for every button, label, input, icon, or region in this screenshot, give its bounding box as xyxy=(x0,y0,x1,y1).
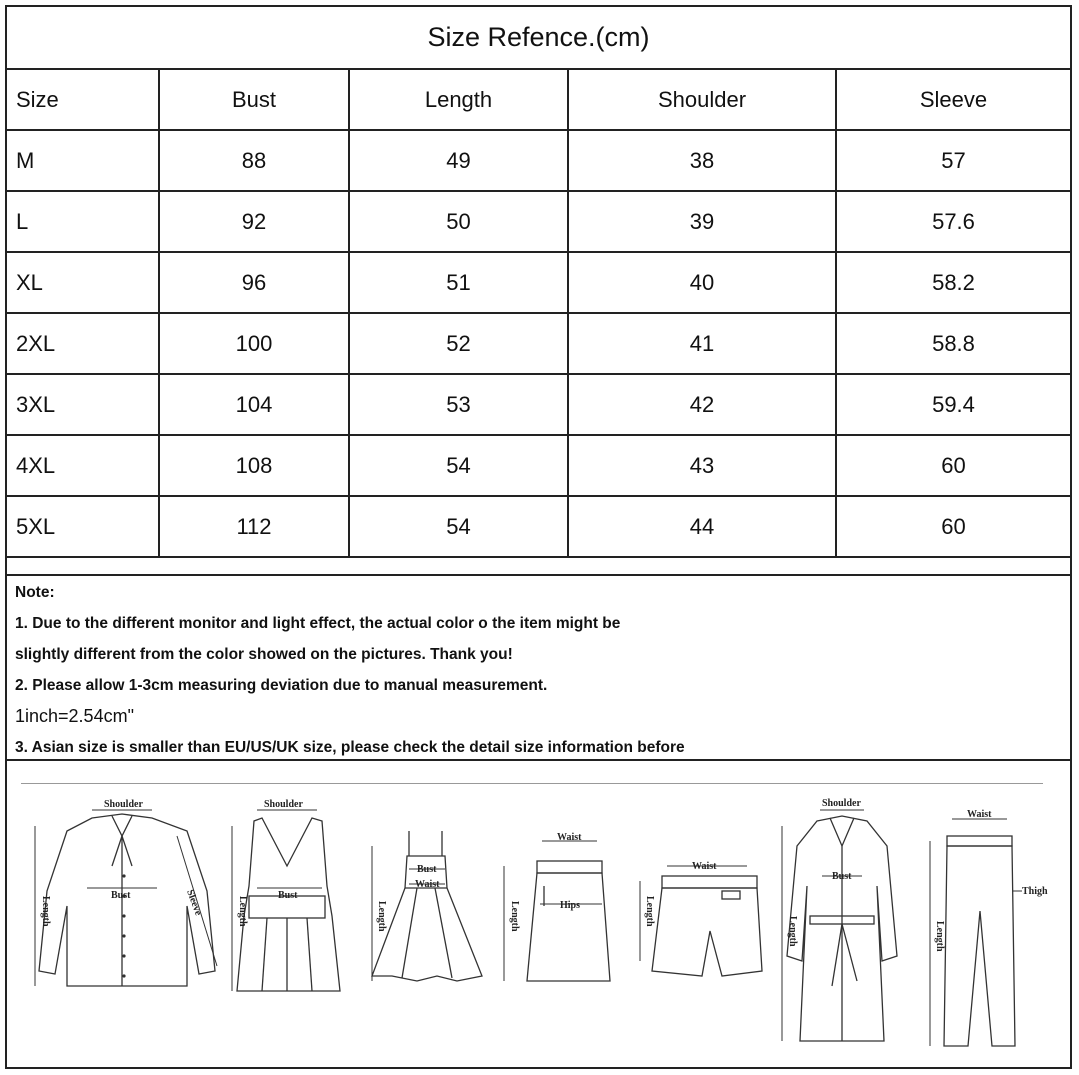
cell-sleeve: 59.4 xyxy=(836,374,1070,435)
note-line-1: 1. Due to the different monitor and light effect, the actual color o the item might be xyxy=(15,615,621,632)
cell-length: 54 xyxy=(349,435,568,496)
notes-section xyxy=(7,574,1070,761)
cell-size: 2XL xyxy=(7,313,159,374)
cell-size: M xyxy=(7,130,159,191)
cell-size: L xyxy=(7,191,159,252)
dress-illustration xyxy=(357,826,487,1011)
cell-bust: 112 xyxy=(159,496,349,557)
shoulder-label: Shoulder xyxy=(264,799,303,810)
coat-illustration xyxy=(772,796,912,1056)
table-row xyxy=(7,374,1070,435)
table-row xyxy=(7,435,1070,496)
size-chart-frame xyxy=(5,5,1072,1069)
cell-shoulder: 42 xyxy=(568,374,836,435)
bust-label: Bust xyxy=(417,864,437,875)
cell-length: 49 xyxy=(349,130,568,191)
waist-label: Waist xyxy=(692,861,717,872)
cell-bust: 96 xyxy=(159,252,349,313)
cell-bust: 88 xyxy=(159,130,349,191)
length-label: Length xyxy=(376,901,387,932)
note-line-5: 3. Asian size is smaller than EU/US/UK size, please check the detail size information before xyxy=(15,739,685,756)
measurement-diagram xyxy=(7,761,1070,1067)
skirt-illustration xyxy=(492,826,612,996)
shoulder-label: Shoulder xyxy=(104,799,143,810)
diagram-divider xyxy=(21,783,1043,784)
size-table xyxy=(7,70,1070,558)
note-line-4: 1inch=2.54cm" xyxy=(15,706,134,726)
thigh-label: Thigh xyxy=(1022,886,1048,897)
cell-shoulder: 40 xyxy=(568,252,836,313)
cell-length: 54 xyxy=(349,496,568,557)
header-bust: Bust xyxy=(159,70,349,130)
length-label: Length xyxy=(644,896,655,927)
length-label: Length xyxy=(787,916,798,947)
blouse-illustration xyxy=(27,796,227,1011)
table-row xyxy=(7,252,1070,313)
cell-size: XL xyxy=(7,252,159,313)
bust-label: Bust xyxy=(278,890,298,901)
cell-shoulder: 38 xyxy=(568,130,836,191)
pants-illustration xyxy=(912,801,1052,1051)
table-row xyxy=(7,313,1070,374)
bust-label: Bust xyxy=(111,890,131,901)
header-size: Size xyxy=(7,70,159,130)
cell-shoulder: 39 xyxy=(568,191,836,252)
cell-shoulder: 44 xyxy=(568,496,836,557)
note-line-3: 2. Please allow 1-3cm measuring deviation due to manual measurement. xyxy=(15,677,548,694)
cell-length: 51 xyxy=(349,252,568,313)
cell-bust: 104 xyxy=(159,374,349,435)
shorts-illustration xyxy=(622,851,767,981)
cell-length: 53 xyxy=(349,374,568,435)
cell-shoulder: 41 xyxy=(568,313,836,374)
header-shoulder: Shoulder xyxy=(568,70,836,130)
cell-sleeve: 60 xyxy=(836,435,1070,496)
cell-length: 52 xyxy=(349,313,568,374)
cell-sleeve: 58.8 xyxy=(836,313,1070,374)
cell-size: 5XL xyxy=(7,496,159,557)
waist-label: Waist xyxy=(415,879,440,890)
cell-shoulder: 43 xyxy=(568,435,836,496)
header-length: Length xyxy=(349,70,568,130)
table-row xyxy=(7,130,1070,191)
cell-bust: 100 xyxy=(159,313,349,374)
chart-title: Size Refence.(cm) xyxy=(7,7,1070,70)
bust-label: Bust xyxy=(832,871,852,882)
cell-sleeve: 60 xyxy=(836,496,1070,557)
cell-bust: 108 xyxy=(159,435,349,496)
cell-bust: 92 xyxy=(159,191,349,252)
hips-label: Hips xyxy=(560,900,581,911)
table-header-row xyxy=(7,70,1070,130)
waist-label: Waist xyxy=(557,832,582,843)
table-row xyxy=(7,496,1070,557)
cell-sleeve: 57 xyxy=(836,130,1070,191)
table-row xyxy=(7,191,1070,252)
length-label: Length xyxy=(934,921,945,952)
waist-label: Waist xyxy=(967,809,992,820)
shoulder-label: Shoulder xyxy=(822,798,861,809)
cell-size: 3XL xyxy=(7,374,159,435)
notes-heading: Note: xyxy=(15,584,55,601)
header-sleeve: Sleeve xyxy=(836,70,1070,130)
length-label: Length xyxy=(40,896,51,927)
tank-top-illustration xyxy=(222,796,352,1011)
cell-sleeve: 58.2 xyxy=(836,252,1070,313)
length-label: Length xyxy=(237,896,248,927)
cell-length: 50 xyxy=(349,191,568,252)
sleeve-label: Sleeve xyxy=(184,888,204,918)
cell-size: 4XL xyxy=(7,435,159,496)
cell-sleeve: 57.6 xyxy=(836,191,1070,252)
length-label: Length xyxy=(509,901,520,932)
note-line-2: slightly different from the color showed on the pictures. Thank you! xyxy=(15,646,513,663)
